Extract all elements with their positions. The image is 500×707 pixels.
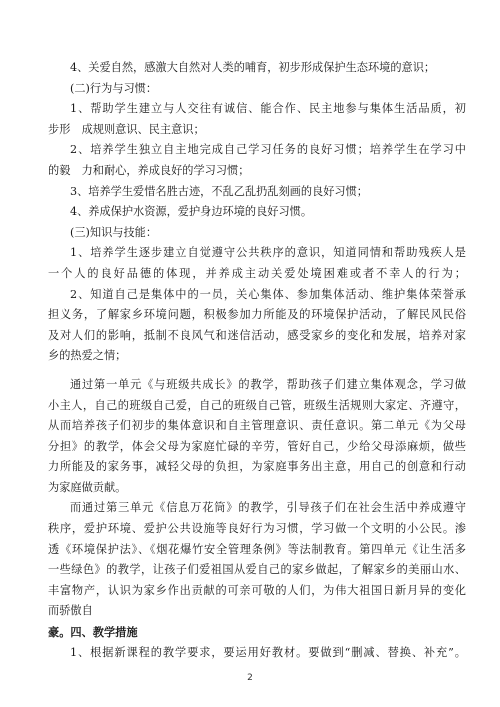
text-line: 而通过第三单元《信息万花筒》的教学，引导孩子们在社会生活中养成遵守 <box>70 501 466 515</box>
text-line: 力所能及的家务事，减轻父母的负担，为家庭事务出主意，用自己的创意和行动 <box>48 460 466 474</box>
page-number: 2 <box>247 673 253 683</box>
text-line: 从而培养孩子们初步的集体意识和自主管理意识、责任意识。第二单元《为父母 <box>48 419 466 433</box>
section-heading: (二)行为与习惯： <box>70 81 158 95</box>
section-heading-teaching-measures: 豪。四、教学措施 <box>48 625 138 640</box>
text-line: 乡的热爱之情； <box>48 349 127 363</box>
document-body <box>48 58 466 663</box>
text-line: 2、培养学生独立自主地完成自己学习任务的良好习惯；培养学生在学习中 <box>70 143 466 157</box>
text-line: 一些绿色》的教学，让孩子们爱祖国从爱自己的家乡做起，了解家乡的美丽山水、 <box>48 563 466 577</box>
text-line: 而骄傲自 <box>48 604 93 618</box>
text-line: 4、养成保护水资源，爱护身边环境的良好习惯。 <box>70 205 313 219</box>
text-line: 2、知道自己是集体中的一员，关心集体、参加集体活动、维护集体荣誉承 <box>70 287 466 301</box>
text-line: 为家庭做贡献。 <box>48 480 127 494</box>
text-line: 1、根据新课程的教学要求，要运用好教材。要做到“删减、替换、补充”。 <box>70 645 466 659</box>
text-line: 小主人，自己的班级自己爱，自己的班级自己管，班级生活规则大家定、齐遵守， <box>48 398 466 412</box>
text-line: 的毅 力和耐心，养成良好的学习习惯； <box>48 163 250 177</box>
text-line: 4、关爱自然，感激大自然对人类的哺育，初步形成保护生态环境的意识； <box>70 61 436 74</box>
text-line: 分担》的教学，体会父母为家庭忙碌的辛劳，管好自己，少给父母添麻烦，做些 <box>48 439 466 453</box>
text-line: 透《环境保护法》、《烟花爆竹安全管理条例》等法制教育。第四单元《让生活多 <box>48 542 466 556</box>
text-line: 步形 成规则意识、民主意识； <box>48 122 205 136</box>
paragraph-gap <box>48 367 466 375</box>
text-line: 3、培养学生爱惜名胜古迹，不乱乙乱扔乱刻画的良好习惯； <box>70 184 368 198</box>
text-line: 丰富物产，认识为家乡作出贡献的可亲可敬的人们，为伟大祖国日新月异的变化 <box>48 583 466 597</box>
text-line: 及对人们的影响，抵制不良风气和迷信活动，感受家乡的变化和发展，培养对家 <box>48 328 466 342</box>
text-line: 一个人的良好品德的体现，并养成主动关爱处境困难或者不幸人的行为； <box>48 266 466 280</box>
text-line: 1、帮助学生建立与人交往有诚信、能合作、民主地参与集体生活品质，初 <box>70 102 466 116</box>
section-heading: (三)知识与技能： <box>70 225 158 239</box>
text-line: 秩序，爱护环境、爱护公共设施等良好行为习惯，学习做一个文明的小公民。渗 <box>48 522 466 536</box>
text-line: 1、培养学生逐步建立自觉遵守公共秩序的意识，知道同情和帮助残疾人是 <box>70 246 466 260</box>
text-line: 通过第一单元《与班级共成长》的教学，帮助孩子们建立集体观念，学习做 <box>70 377 466 391</box>
text-line: 担义务，了解家乡环境问题，积极参加力所能及的环境保护活动，了解民风民俗 <box>48 308 466 322</box>
